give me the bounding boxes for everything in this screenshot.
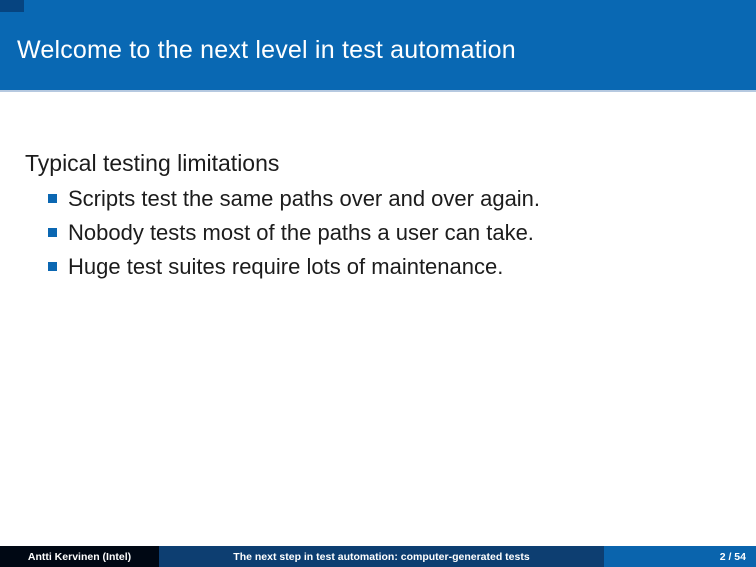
bullet-list xyxy=(48,188,540,290)
footer-page-indicator: 2 / 54 xyxy=(604,546,756,567)
footer-author: Antti Kervinen (Intel) xyxy=(0,546,159,567)
slide-header-bar xyxy=(0,0,756,92)
slide-body xyxy=(0,92,756,546)
list-item xyxy=(48,222,540,244)
bullet-text: Huge test suites require lots of maintenance. xyxy=(68,254,504,279)
bullet-square-icon xyxy=(48,228,57,237)
list-item xyxy=(48,188,540,210)
slide-title: Welcome to the next level in test automation xyxy=(17,35,516,64)
bullet-square-icon xyxy=(48,194,57,203)
bullet-text: Nobody tests most of the paths a user can take. xyxy=(68,220,534,245)
list-item xyxy=(48,256,540,278)
bullet-text: Scripts test the same paths over and over again. xyxy=(68,186,541,211)
bullet-square-icon xyxy=(48,262,57,271)
slide-footer-bar xyxy=(0,546,756,567)
section-heading: Typical testing limitations xyxy=(25,150,280,176)
footer-deck-title: The next step in test automation: computer-generated tests xyxy=(159,546,604,567)
header-corner-block xyxy=(0,0,24,12)
